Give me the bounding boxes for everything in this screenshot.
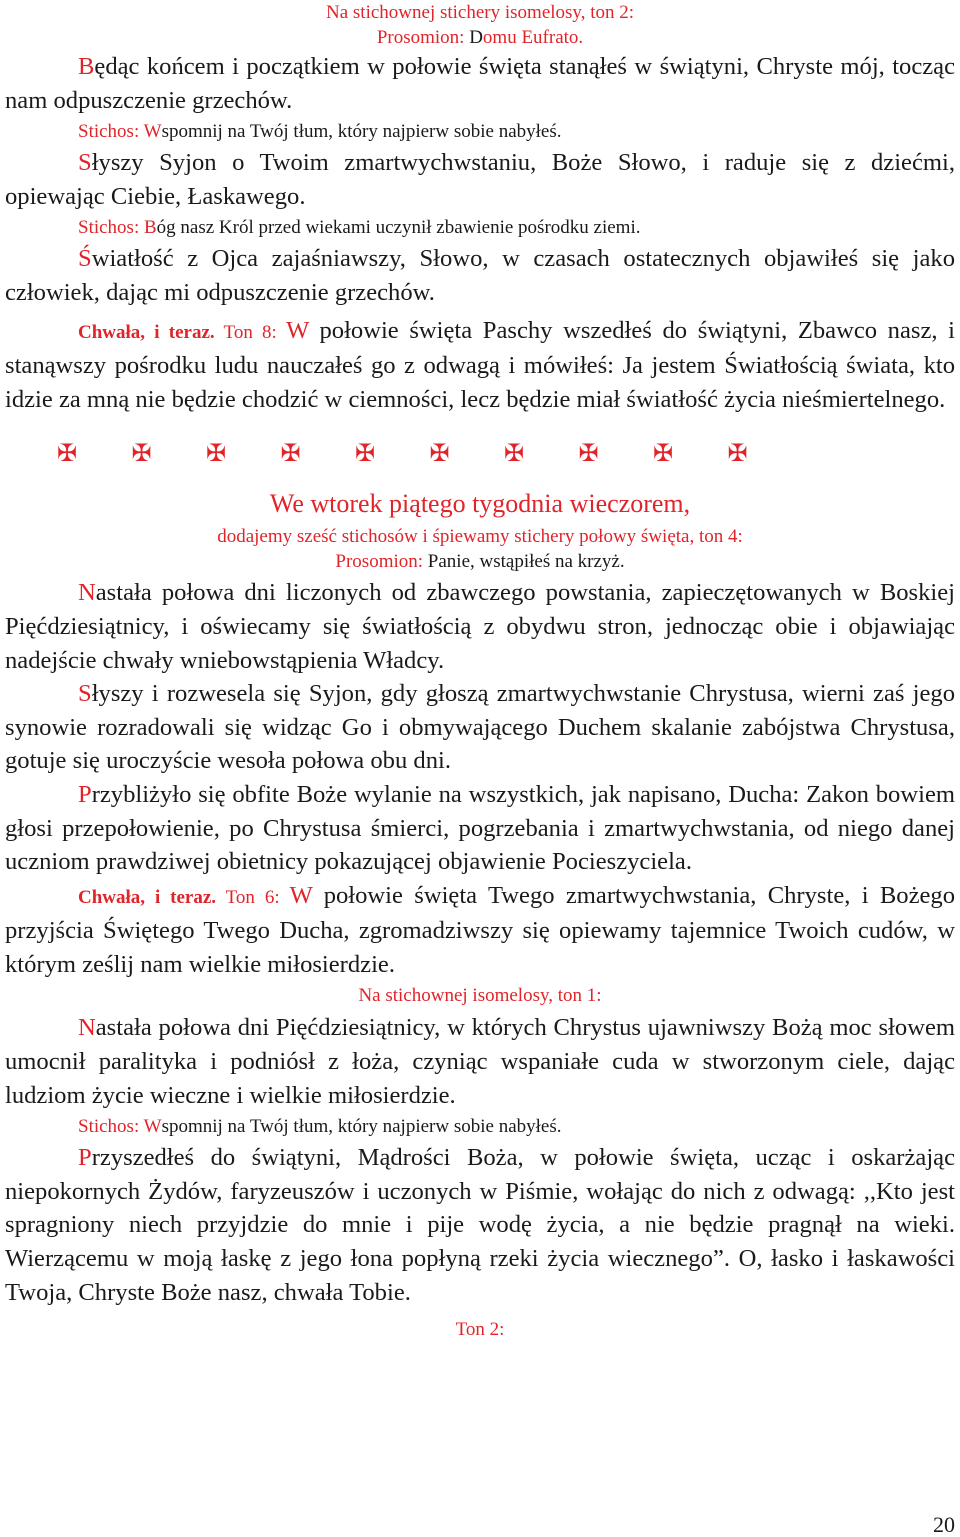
- verse-text: połowie święta Paschy wszedłeś do świątyni, Zbawco nasz, i stanąwszy pośrodku ludu nauczałeś go z odwagą i mówiłeś: Ja jestem Światłością świata, kto idzie za mną nie będzie chodzić w ciemności, lecz będzie miał światłość życia nieśmiertelnego.: [5, 316, 955, 413]
- verse-2: [5, 146, 955, 213]
- stichos-text: spomnij na Twój tłum, który najpierw sobie nabyłeś.: [161, 1116, 562, 1138]
- verse-8: [5, 1141, 955, 1309]
- stichos-text: óg nasz Król przed wiekami uczynił zbawienie pośrodku ziemi.: [156, 217, 641, 239]
- cross-icon: ✠: [504, 441, 525, 468]
- stichos-initial: W: [143, 1116, 162, 1138]
- prosomion-initial: D: [469, 27, 483, 48]
- rubric-header: Na stichownej stichery isomelosy, ton 2:: [326, 2, 634, 23]
- verse-text: łyszy Syjon o Twoim zmartwychwstaniu, Boże Słowo, i raduje się z dziećmi, opiewając Ciebie, Łaskawego.: [5, 149, 955, 210]
- stichos-label: Stichos:: [78, 121, 144, 143]
- cross-icon: ✠: [355, 441, 376, 468]
- cross-icon: ✠: [578, 441, 599, 468]
- verse-initial: P: [78, 780, 92, 808]
- verse-1: [5, 50, 955, 117]
- cross-icon: ✠: [206, 441, 227, 468]
- verse-text: łyszy i rozwesela się Syjon, gdy głoszą zmartwychwstanie Chrystusa, wierni zaś jego synowie rozradowali się widząc Go i obmywającego Duchem skalanie zabójstwa Chrystusa, gotuje się uroczyście wesoła połowa obu dni.: [5, 680, 955, 775]
- verse-5: [5, 677, 955, 778]
- section-title: We wtorek piątego tygodnia wieczorem,: [269, 489, 691, 519]
- glory-label: Chwała, i teraz.: [78, 321, 215, 343]
- cross-icon: ✠: [57, 441, 78, 468]
- prosomion-label: Prosomion:: [376, 27, 470, 48]
- glory-verse-2: [5, 879, 955, 982]
- document-page: [5, 0, 955, 1342]
- verse-6: [5, 778, 955, 879]
- stichos-line: [5, 117, 955, 146]
- verse-text: połowie święta Twego zmartwychwstania, Chryste, i Bożego przyjścia Świętego Twego Ducha, zgromadziwszy się opiewamy tajemnice Twoich cudów, w którym ześlij nam wielkie miłosierdzie.: [5, 881, 955, 978]
- glory-verse-1: [5, 314, 955, 417]
- verse-3: [5, 242, 955, 309]
- verse-initial: S: [78, 149, 92, 177]
- stichos-line: [5, 1112, 955, 1141]
- verse-initial: N: [78, 1014, 96, 1042]
- stichos-line: [5, 213, 955, 242]
- prosomion-line: [5, 549, 955, 574]
- verse-initial: B: [78, 53, 95, 80]
- verse-text: rzybliżyło się obfite Boże wylanie na wszystkich, jak napisano, Ducha: Zakon bowiem głosi przepołowienie, po Chrystusa śmierci, pogrzebania i zmartwychwstania, od niego danej uczniom prawdziwej obietnicy pokazującej objawienie Pocieszyciela.: [5, 780, 955, 876]
- stichos-initial: B: [143, 217, 157, 239]
- prosomion-initial: P: [427, 551, 439, 573]
- tone-label: Ton 6:: [216, 886, 290, 908]
- verse-initial: W: [286, 316, 309, 344]
- verse-text: rzyszedłeś do świątyni, Mądrości Boża, w połowie święta, ucząc i oskarżając niepokornych Żydów, faryzeuszów i uczonych w Piśmie, wołając do nich z odwagą: ,,Kto jest spragniony niech przyjdzie do mnie i pije wodę życia, a nie będzie pragnął na wieki. Wierzącemu w moją łaskę z jego łona popłyną rzeki życia wiecznego”. O, łasko i łaskawości Twoja, Chryste Boże nasz, chwała Tobie.: [5, 1144, 955, 1306]
- verse-text: wiatłość z Ojca zajaśniawszy, Słowo, w czasach ostatecznych objawiłeś się jako człowiek, dając mi odpuszczenie grzechów.: [5, 245, 955, 306]
- verse-text: astała połowa dni Pięćdziesiątnicy, w których Chrystus ujawniwszy Bożą moc słowem umocnił paralityka i podniósł z łoża, czyniąc wspaniałe cuda w stworzonym ciele, dając ludziom życie wieczne i wielkie miłosierdzie.: [5, 1014, 955, 1109]
- cross-icon: ✠: [280, 441, 301, 468]
- cross-icon: ✠: [429, 441, 450, 468]
- prosomion-line: [5, 25, 955, 50]
- cross-icon: ✠: [131, 441, 152, 468]
- verse-7: [5, 1011, 955, 1112]
- tone-footer: Ton 2:: [455, 1319, 505, 1341]
- verse-initial: Ś: [78, 245, 92, 273]
- stichos-label: Stichos:: [78, 217, 144, 239]
- verse-4: [5, 576, 955, 677]
- glory-label: Chwała, i teraz.: [78, 886, 217, 908]
- rubric-header: Na stichownej isomelosy, ton 1:: [358, 985, 602, 1007]
- stichos-text: spomnij na Twój tłum, który najpierw sobie nabyłeś.: [161, 121, 562, 143]
- verse-initial: P: [78, 1144, 92, 1172]
- prosomion-rest: omu Eufrato.: [482, 27, 584, 48]
- verse-text: ędąc końcem i początkiem w połowie święta stanąłeś w świątyni, Chryste mój, tocząc nam odpuszczenie grzechów.: [5, 53, 955, 114]
- section-subtitle: dodajemy sześć stichosów i śpiewamy stichery połowy święta, ton 4:: [217, 526, 743, 548]
- cross-icon: ✠: [653, 441, 674, 468]
- stichos-initial: W: [143, 121, 162, 143]
- verse-text: astała połowa dni liczonych od zbawczego powstania, zapieczętowanych w Boskiej Pięćdziesiątnicy, i oświecamy się światłością z obydwu stron, jednocząc obie i objawiając nadejście chwały wniebowstąpienia Władcy.: [5, 579, 955, 674]
- stichos-label: Stichos:: [78, 1116, 144, 1138]
- verse-initial: N: [78, 579, 96, 607]
- tone-label: Ton 8:: [214, 321, 287, 343]
- prosomion-rest: anie, wstąpiłeś na krzyż.: [438, 551, 625, 573]
- prosomion-label: Prosomion:: [335, 551, 428, 573]
- cross-divider: [5, 416, 955, 486]
- page-number: 20: [933, 1512, 955, 1537]
- verse-initial: W: [289, 881, 313, 909]
- verse-initial: S: [78, 680, 92, 708]
- cross-icon: ✠: [727, 441, 748, 468]
